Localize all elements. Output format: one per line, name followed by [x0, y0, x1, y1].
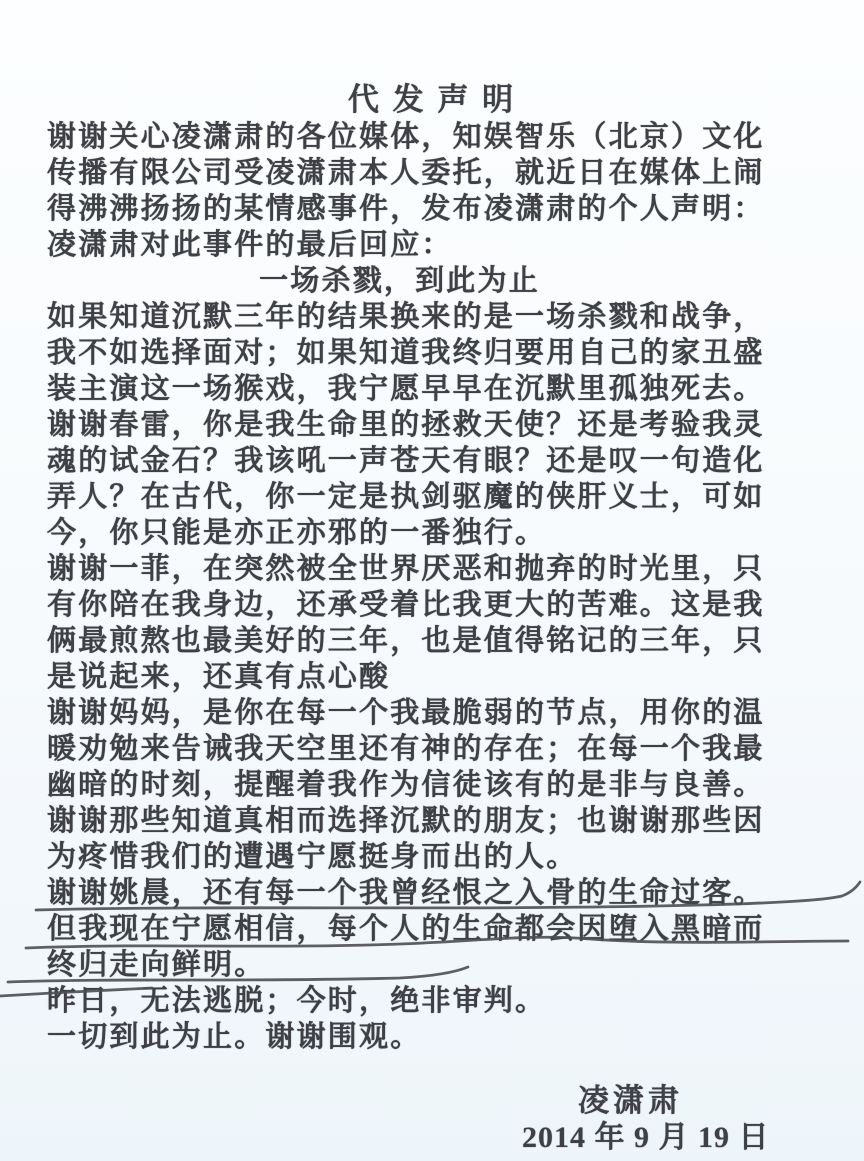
statement-line: 谢谢妈妈，是你在每一个我最脆弱的节点，用你的温	[47, 697, 765, 729]
statement-line: 俩最煎熬也最美好的三年，也是值得铭记的三年，只	[47, 625, 765, 657]
signature-date: 2014 年 9 月 19 日	[522, 1121, 770, 1154]
statement-line: 传播有限公司受凌潇肃本人委托，就近日在媒体上闹	[47, 157, 765, 189]
statement-line: 我不如选择面对；如果知道我终归要用自己的家丑盛	[47, 337, 765, 369]
statement-line: 如果知道沉默三年的结果换来的是一场杀戮和战争，	[47, 301, 765, 333]
statement-line: 装主演这一场猴戏，我宁愿早早在沉默里孤独死去。	[47, 373, 765, 405]
signature-name: 凌潇肃	[578, 1083, 683, 1118]
statement-line: 谢谢那些知道真相而选择沉默的朋友；也谢谢那些因	[47, 805, 765, 837]
statement-line: 幽暗的时刻，提醒着我作为信徒该有的是非与良善。	[47, 769, 765, 801]
statement-line: 谢谢姚晨，还有每一个我曾经恨之入骨的生命过客。	[47, 877, 765, 909]
document-title: 代 发 声 明	[347, 82, 517, 117]
statement-line: 一切到此为止。谢谢围观。	[47, 1021, 422, 1053]
statement-line: 弄人？在古代，你一定是执剑驱魔的侠肝义士，可如	[47, 481, 765, 513]
statement-line: 凌潇肃对此事件的最后回应：	[47, 229, 453, 261]
statement-line: 终归走向鲜明。	[47, 949, 266, 981]
statement-line: 谢谢一菲，在突然被全世界厌恶和抛弃的时光里，只	[47, 553, 765, 585]
statement-line: 得沸沸扬扬的某情感事件，发布凌潇肃的个人声明：	[47, 193, 765, 225]
statement-line: 一场杀戮，到此为止	[259, 265, 540, 297]
statement-line: 但我现在宁愿相信，每个人的生命都会因堕入黑暗而	[47, 913, 765, 945]
statement-line: 暖劝勉来告诫我天空里还有神的存在；在每一个我最	[47, 733, 765, 765]
statement-line: 是说起来，还真有点心酸	[47, 661, 391, 693]
statement-line: 谢谢春雷，你是我生命里的拯救天使？还是考验我灵	[47, 409, 765, 441]
statement-line: 今，你只能是亦正亦邪的一番独行。	[47, 517, 547, 549]
statement-line: 魂的试金石？我该吼一声苍天有眼？还是叹一句造化	[47, 445, 765, 477]
statement-body	[47, 119, 824, 1055]
statement-line: 有你陪在我身边，还承受着比我更大的苦难。这是我	[47, 589, 765, 621]
statement-line: 为疼惜我们的遭遇宁愿挺身而出的人。	[47, 841, 578, 873]
statement-line: 昨日，无法逃脱；今时，绝非审判。	[47, 985, 547, 1017]
statement-line: 谢谢关心凌潇肃的各位媒体，知娱智乐（北京）文化	[47, 121, 765, 153]
